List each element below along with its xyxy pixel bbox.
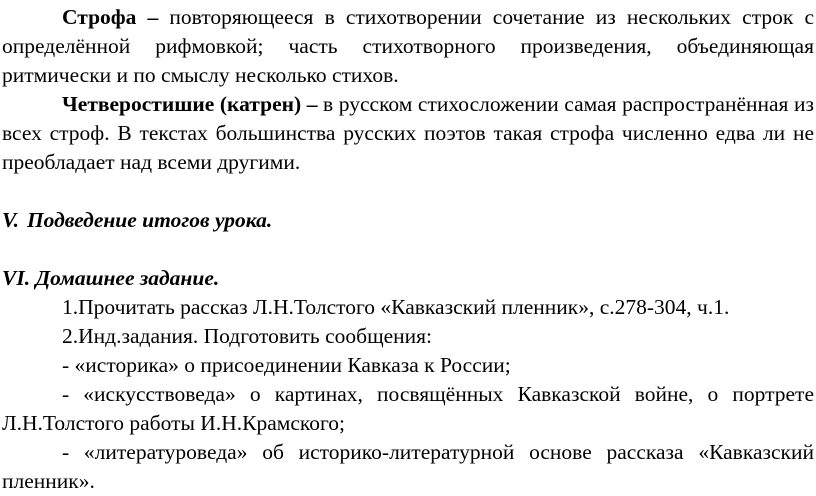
section-number: VI. xyxy=(2,266,31,290)
definition-text: в русском стихосложении самая распространённая из всех строф. В текстах большинства русских поэтов такая строфа численно едва ли не преобладает над всеми другими. xyxy=(2,92,814,174)
section-heading-summary xyxy=(2,206,814,235)
section-title: Подведение итогов урока. xyxy=(26,208,273,232)
term-dash: – xyxy=(136,5,170,29)
section-number: V. xyxy=(2,208,19,232)
term-katren: Четверостишие (катрен) xyxy=(62,92,302,116)
definition-katren xyxy=(2,90,814,177)
term-strofa: Строфа xyxy=(62,5,137,29)
section-heading-homework xyxy=(2,264,814,293)
term-dash: – xyxy=(301,92,324,116)
definition-text: повторяющееся в стихотворении сочетание из нескольких строк с определённой рифмовкой; часть стихотворного произведения, объединяющая ритмически и по смыслу несколько стихов. xyxy=(2,5,814,87)
homework-item-reading: 1.Прочитать рассказ Л.Н.Толстого «Кавказский пленник», с.278-304, ч.1. xyxy=(62,295,730,319)
homework-item-historian: - «историка» о присоединении Кавказа к России; xyxy=(62,353,511,377)
blank-line xyxy=(2,235,814,264)
homework-item-art-historian: - «искусствоведа» о картинах, посвящённых Кавказской войне, о портрете Л.Н.Толстого работы И.Н.Крамского; xyxy=(2,382,814,435)
homework-item-literary-critic: - «литературоведа» об историко-литературной основе рассказа «Кавказский пленник». xyxy=(2,440,814,493)
definition-strofa xyxy=(2,3,814,90)
homework-item-assignments: 2.Инд.задания. Подготовить сообщения: xyxy=(62,324,433,348)
section-title: Домашнее задание. xyxy=(35,266,220,290)
blank-line xyxy=(2,177,814,206)
